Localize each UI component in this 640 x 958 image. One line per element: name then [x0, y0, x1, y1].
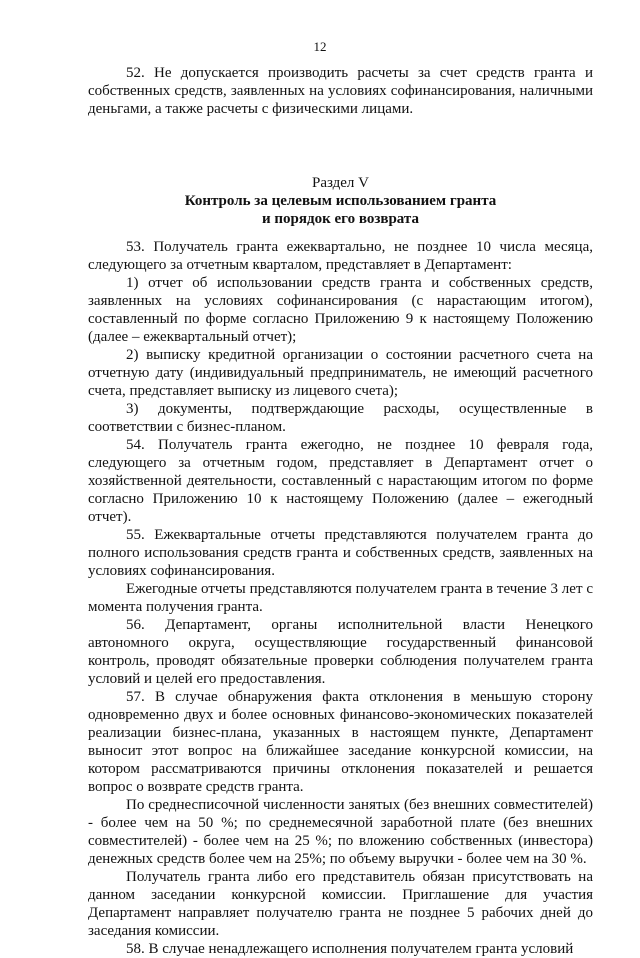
section-title-line-1: Контроль за целевым использованием гранта	[184, 193, 497, 209]
paragraph-53-item-1: 1) отчет об использовании средств гранта и собственных средств, заявленных на условиях софинансирования (с нарастающим итогом), составленный по форме согласно Приложению 9 к настоящему Положению (далее – ежеквартальный отчет);	[88, 275, 593, 345]
page-number: 12	[313, 39, 327, 54]
paragraph-53: 53. Получатель гранта ежеквартально, не позднее 10 числа месяца, следующего за отчетным кварталом, представляет в Департамент:	[88, 239, 593, 273]
paragraph-55: 55. Ежеквартальные отчеты представляются получателем гранта до полного использования средств гранта и собственных средств, заявленных на условиях софинансирования.	[88, 527, 593, 579]
paragraph-53-item-2: 2) выписку кредитной организации о состоянии расчетного счета на отчетную дату (индивидуальный предприниматель, не имеющий расчетного счета, представляет выписку из лицевого счета);	[88, 347, 593, 399]
paragraph-53-item-3: 3) документы, подтверждающие расходы, осуществленные в соответствии с бизнес-планом.	[88, 401, 593, 435]
document-body	[88, 64, 593, 958]
paragraph-57-attendance: Получатель гранта либо его представитель обязан присутствовать на данном заседании конкурсной комиссии. Приглашение для участия Департамент направляет получателю гранта не позднее 5 рабочих дней до заседания комиссии.	[88, 869, 593, 939]
paragraph-57: 57. В случае обнаружения факта отклонения в меньшую сторону одновременно двух и более основных финансово-экономических показателей реализации бизнес-плана, указанных в настоящем пункте, Департамент выносит этот вопрос на ближайшее заседание конкурсной комиссии, на котором рассматриваются причины отклонения показателей и решается вопрос о возврате средств гранта.	[88, 689, 593, 795]
paragraph-56: 56. Департамент, органы исполнительной власти Ненецкого автономного округа, осуществляющие государственный финансовой контроль, проводят обязательные проверки соблюдения получателем гранта условий и целей его предоставления.	[88, 617, 593, 687]
section-title-line-2: и порядок его возврата	[262, 211, 419, 227]
paragraph-55-annual: Ежегодные отчеты представляются получателем гранта в течение 3 лет с момента получения гранта.	[88, 581, 593, 615]
section-label: Раздел V	[311, 175, 369, 191]
paragraph-57-indicators: По среднесписочной численности занятых (без внешних совместителей) - более чем на 50 %; по среднемесячной заработной плате (без внешних совместителей) - более чем на 25 %; по вложению собственных (инвестора) денежных средств более чем на 25%; по объему выручки - более чем на 30 %.	[88, 797, 593, 867]
paragraph-52: 52. Не допускается производить расчеты за счет средств гранта и собственных средств, заявленных на условиях софинансирования, наличными деньгами, а также расчеты с физическими лицами.	[88, 65, 593, 117]
paragraph-54: 54. Получатель гранта ежегодно, не позднее 10 февраля года, следующего за отчетным годом, представляет в Департамент отчет о хозяйственной деятельности, составленный с нарастающим итогом по форме согласно Приложению 10 к настоящему Положению (далее – ежегодный отчет).	[88, 437, 593, 525]
paragraph-58: 58. В случае ненадлежащего исполнения получателем гранта условий	[126, 941, 574, 957]
